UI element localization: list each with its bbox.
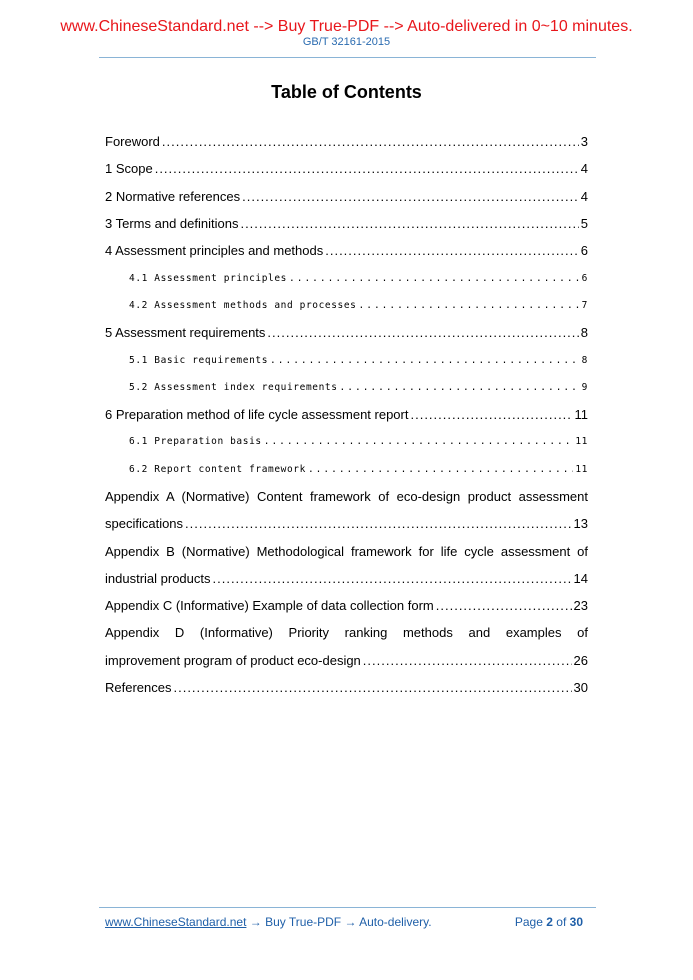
toc-page-number: 30 <box>573 680 588 696</box>
toc-entry-text: 6.1 Preparation basis <box>129 436 262 448</box>
toc-entry-text: References <box>105 680 172 696</box>
toc-entry-text: 4.2 Assessment methods and processes <box>129 299 357 311</box>
page-footer <box>105 915 583 929</box>
toc-entry-6-1[interactable] <box>105 428 588 455</box>
toc-entry-assessment-requirements[interactable] <box>105 319 588 346</box>
toc-page-number: 9 <box>581 381 588 393</box>
toc-page-number: 13 <box>573 516 588 532</box>
toc-leader <box>264 436 574 447</box>
toc-leader <box>340 382 580 393</box>
toc-entry-appendix-d[interactable] <box>105 619 588 674</box>
toc-entry-line1: Appendix A (Normative) Content framework of eco-design product assessment <box>105 489 588 504</box>
toc-page-number: 23 <box>573 598 588 614</box>
page-current: 2 <box>546 915 553 929</box>
toc-leader <box>308 464 573 475</box>
toc-page-number: 7 <box>581 299 588 311</box>
toc-entry-text: Foreword <box>105 134 160 150</box>
footer-delivery-note: → Buy True-PDF → Auto-delivery. <box>246 915 432 929</box>
toc-entry-text: specifications <box>105 516 184 532</box>
toc-page-number: 5 <box>580 216 588 232</box>
toc-leader <box>155 161 579 176</box>
toc-leader <box>242 189 579 204</box>
toc-page-number: 8 <box>580 325 588 341</box>
toc-leader <box>359 300 580 311</box>
toc-entry-appendix-b[interactable] <box>105 537 588 592</box>
toc-page-number: 6 <box>580 243 588 259</box>
toc-entry-5-2[interactable] <box>105 374 588 401</box>
toc-leader <box>410 407 572 422</box>
toc-entry-text: improvement program of product eco-design <box>105 652 361 668</box>
toc-leader <box>173 680 571 695</box>
toc-entry-text: 1 Scope <box>105 161 153 177</box>
toc-page-number: 11 <box>575 463 588 475</box>
toc-page-number: 3 <box>580 134 588 150</box>
toc-page-number: 14 <box>573 570 588 586</box>
toc-entry-text: industrial products <box>105 570 211 586</box>
promo-banner-link[interactable]: www.ChineseStandard.net --> Buy True-PDF --> Auto-delivered in 0~10 minutes. <box>60 18 633 35</box>
toc-entry-text: 6 Preparation method of life cycle assessment report <box>105 407 409 423</box>
footer-delivery-text <box>105 915 432 929</box>
toc-entry-text: 5.2 Assessment index requirements <box>129 381 338 393</box>
toc-page-number: 6 <box>581 272 588 284</box>
header-divider <box>99 57 596 58</box>
toc-entry-text: 5 Assessment requirements <box>105 325 266 341</box>
toc-entry-preparation-method[interactable] <box>105 401 588 428</box>
toc-entry-references[interactable] <box>105 674 588 701</box>
footer-site-link[interactable]: www.ChineseStandard.net <box>105 915 247 929</box>
toc-entry-text: 6.2 Report content framework <box>129 463 306 475</box>
standard-number: GB/T 32161-2015 <box>302 36 391 48</box>
toc-leader <box>270 355 580 366</box>
toc-entry-scope[interactable] <box>105 155 588 182</box>
toc-entry-4-1[interactable] <box>105 264 588 291</box>
toc-leader <box>162 134 579 149</box>
toc-entry-text: 5.1 Basic requirements <box>129 354 269 366</box>
toc-entry-line1: Appendix D (Informative) Priority ranking methods and examples of <box>105 625 588 641</box>
toc-page-number: 11 <box>574 407 588 423</box>
toc-entry-text: 2 Normative references <box>105 188 241 204</box>
toc-entry-normative-references[interactable] <box>105 183 588 210</box>
footer-divider <box>99 907 596 908</box>
toc-page-number: 4 <box>580 161 588 177</box>
toc-page-number: 26 <box>573 652 588 668</box>
toc-entry-5-1[interactable] <box>105 346 588 373</box>
toc-entry-principles-methods[interactable] <box>105 237 588 264</box>
toc-leader <box>213 571 572 586</box>
toc-page-number: 11 <box>575 436 588 448</box>
toc-entry-text: 4 Assessment principles and methods <box>105 243 324 259</box>
page-of: of <box>556 915 567 929</box>
page-indicator <box>515 915 583 929</box>
toc-leader <box>363 653 572 668</box>
toc-leader <box>325 243 579 258</box>
toc-entry-foreword[interactable] <box>105 128 588 155</box>
toc-entry-4-2[interactable] <box>105 292 588 319</box>
toc-entry-terms[interactable] <box>105 210 588 237</box>
toc-entry-text: 3 Terms and definitions <box>105 216 239 232</box>
page-title: Table of Contents <box>271 82 422 102</box>
page-label: Page <box>514 915 543 929</box>
toc-entry-appendix-c[interactable] <box>105 592 588 619</box>
toc-page-number: 8 <box>581 354 588 366</box>
toc-entry-line1: Appendix B (Normative) Methodological framework for life cycle assessment of <box>105 543 588 559</box>
toc-page-number: 4 <box>580 188 588 204</box>
toc-leader <box>436 598 572 613</box>
toc-leader <box>267 325 578 340</box>
toc-leader <box>240 216 578 231</box>
table-of-contents <box>105 128 588 701</box>
toc-entry-text: 4.1 Assessment principles <box>129 272 287 284</box>
page-total: 30 <box>569 915 583 929</box>
toc-leader <box>185 516 571 531</box>
toc-leader <box>289 273 580 284</box>
toc-entry-text: Appendix C (Informative) Example of data collection form <box>105 598 434 614</box>
toc-entry-appendix-a[interactable] <box>105 483 588 538</box>
toc-entry-6-2[interactable] <box>105 456 588 483</box>
